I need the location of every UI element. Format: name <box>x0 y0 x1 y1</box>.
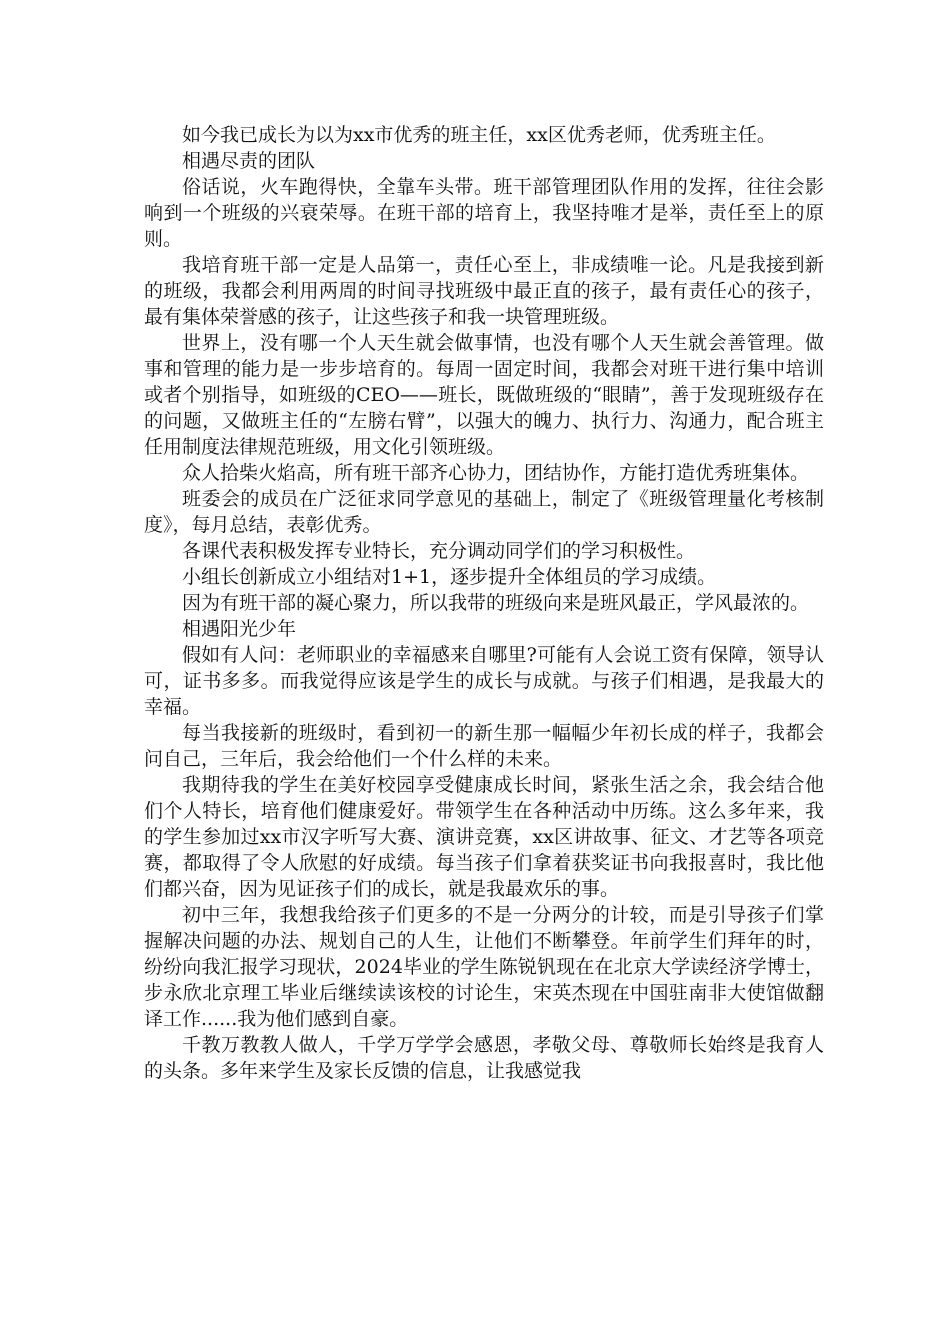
paragraph-5: 世界上，没有哪一个人天生就会做事情，也没有哪个人天生就会善管理。做事和管理的能力是一步步培育的。每周一固定时间，我都会对班干进行集中培训或者个别指导，如班级的CEO——班长，既做班级的“眼睛”，善于发现班级存在的问题，又做班主任的“左膀右臂”，以强大的魄力、执行力、沟通力，配合班主任用制度法律规范班级，用文化引领班级。 <box>144 332 824 458</box>
paragraph-12: 假如有人问：老师职业的幸福感来自哪里?可能有人会说工资有保障，领导认可，证书多多。而我觉得应该是学生的成长与成就。与孩子们相遇，是我最大的幸福。 <box>144 644 824 718</box>
paragraph-4: 我培育班干部一定是人品第一，责任心至上，非成绩唯一论。凡是我接到新的班级，我都会利用两周的时间寻找班级中最正直的孩子，最有责任心的孩子，最有集体荣誉感的孩子，让这些孩子和我一块管理班级。 <box>144 254 824 328</box>
paragraph-3: 俗话说，火车跑得快，全靠车头带。班干部管理团队作用的发挥，往往会影响到一个班级的兴衰荣辱。在班干部的培育上，我坚持唯才是举，责任至上的原则。 <box>144 176 824 250</box>
paragraph-16: 千教万教教人做人，千学万学学会感恩，孝敬父母、尊敬师长始终是我育人的头条。多年来学生及家长反馈的信息，让我感觉我 <box>144 1034 824 1082</box>
paragraph-10: 因为有班干部的凝心聚力，所以我带的班级向来是班风最正，学风最浓的。 <box>182 592 810 614</box>
paragraph-15: 初中三年，我想我给孩子们更多的不是一分两分的计较，而是引导孩子们掌握解决问题的办法、规划自己的人生，让他们不断攀登。年前学生们拜年的时，纷纷向我汇报学习现状，2024毕业的学生陈锐钒现在在北京大学读经济学博士，步永欣北京理工毕业后继续读该校的讨论生，宋英杰现在中国驻南非大使馆做翻译工作......我为他们感到自豪。 <box>144 904 824 1030</box>
paragraph-8: 各课代表积极发挥专业特长，充分调动同学们的学习积极性。 <box>182 540 696 562</box>
section-heading-sunny-youth: 相遇阳光少年 <box>182 618 297 640</box>
paragraph-1: 如今我已成长为以为xx市优秀的班主任，xx区优秀老师，优秀班主任。 <box>182 124 776 146</box>
section-heading-responsible-team: 相遇尽责的团队 <box>182 150 316 172</box>
paragraph-6: 众人拾柴火焰高，所有班干部齐心协力，团结协作，方能打造优秀班集体。 <box>182 462 810 484</box>
document-page <box>144 122 824 1084</box>
paragraph-13: 每当我接新的班级时，看到初一的新生那一幅幅少年初长成的样子，我都会问自己，三年后，我会给他们一个什么样的未来。 <box>144 722 824 770</box>
paragraph-7: 班委会的成员在广泛征求同学意见的基础上，制定了《班级管理量化考核制度》，每月总结，表彰优秀。 <box>144 488 824 536</box>
paragraph-9: 小组长创新成立小组结对1+1，逐步提升全体组员的学习成绩。 <box>182 566 717 588</box>
paragraph-14: 我期待我的学生在美好校园享受健康成长时间，紧张生活之余，我会结合他们个人特长，培育他们健康爱好。带领学生在各种活动中历练。这么多年来，我的学生参加过xx市汉字听写大赛、演讲竞赛，xx区讲故事、征文、才艺等各项竞赛，都取得了令人欣慰的好成绩。每当孩子们拿着获奖证书向我报喜时，我比他们都兴奋，因为见证孩子们的成长，就是我最欢乐的事。 <box>144 774 824 900</box>
